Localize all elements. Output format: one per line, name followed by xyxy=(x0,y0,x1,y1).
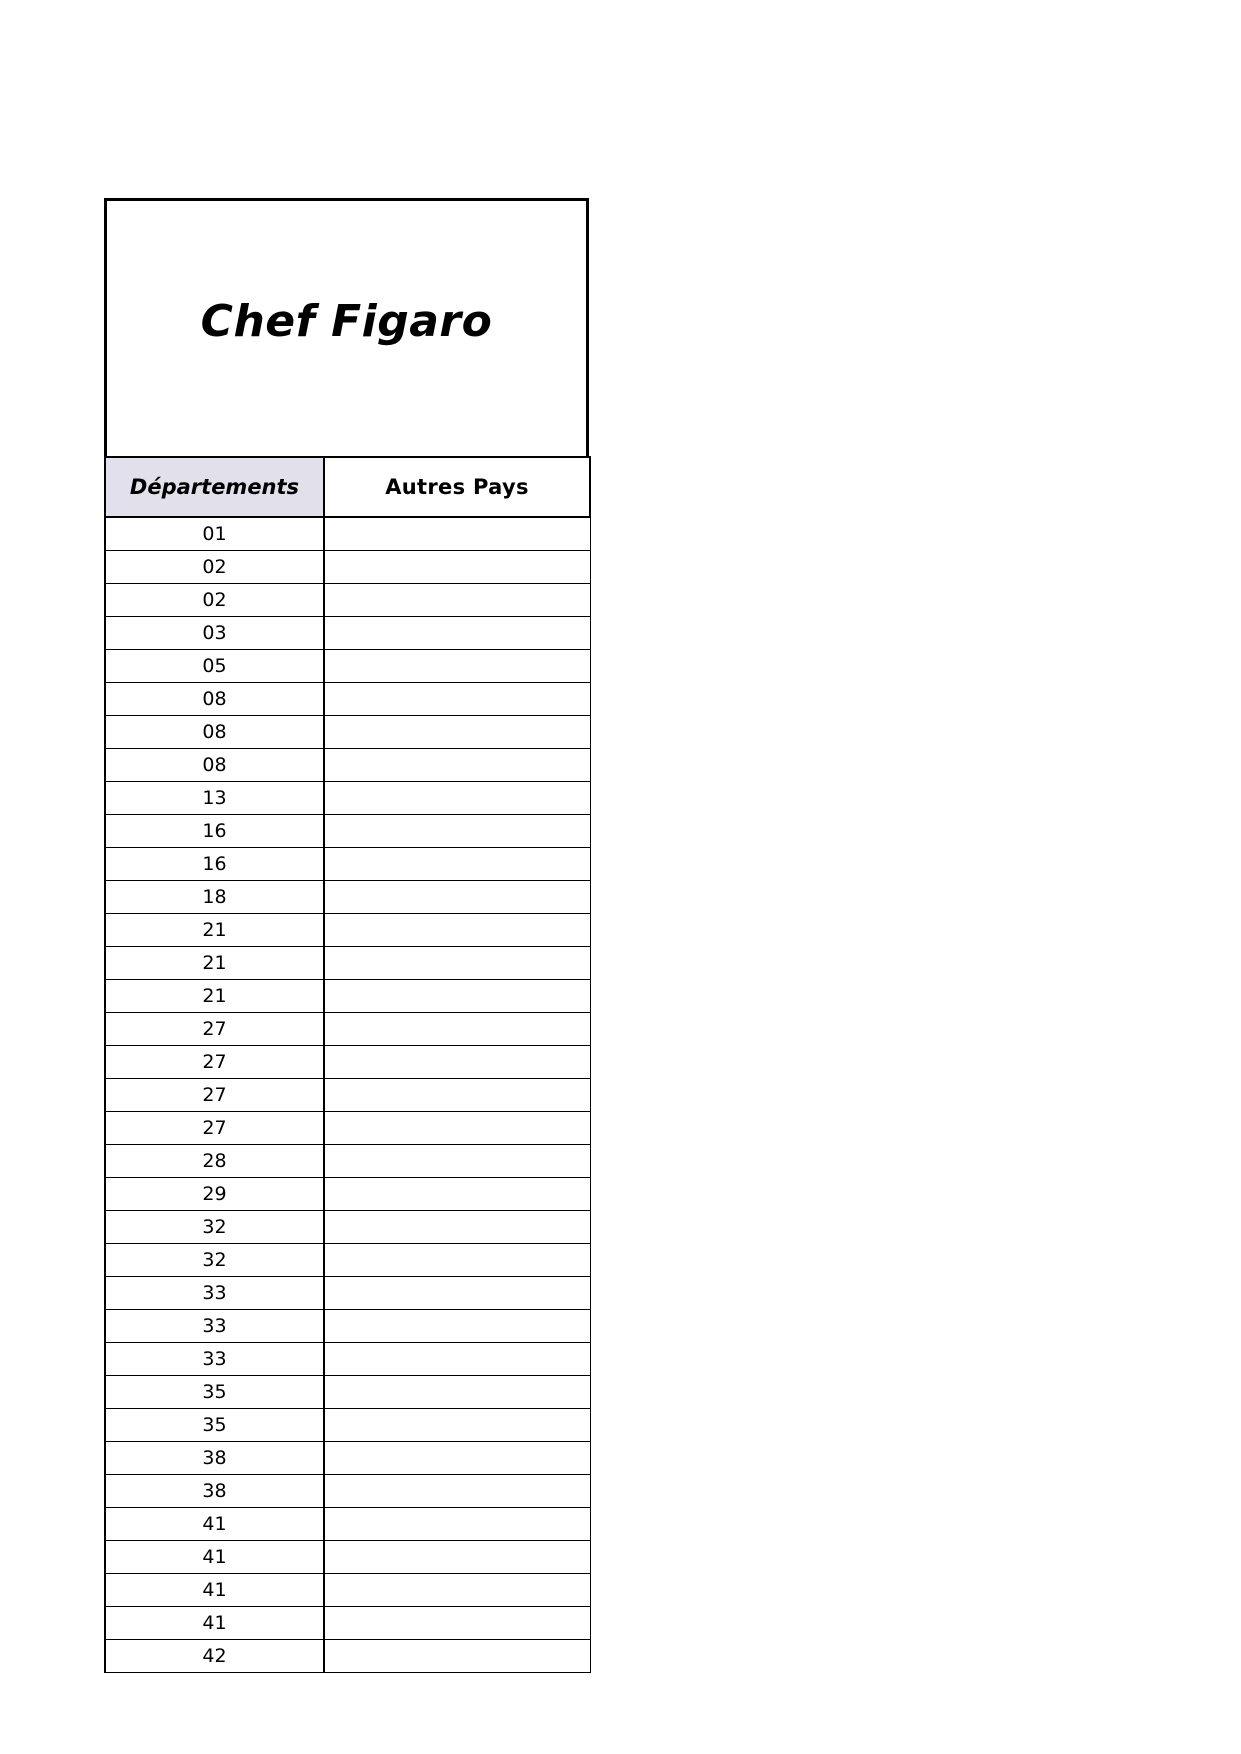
table-row xyxy=(105,1013,590,1046)
table-row xyxy=(105,1442,590,1475)
cell-departements: 16 xyxy=(105,815,324,848)
cell-autres-pays xyxy=(324,1574,590,1607)
document-content-block xyxy=(104,198,589,1673)
table-row xyxy=(105,749,590,782)
table-row xyxy=(105,1277,590,1310)
cell-autres-pays xyxy=(324,517,590,551)
cell-autres-pays xyxy=(324,848,590,881)
cell-departements: 41 xyxy=(105,1508,324,1541)
table-row xyxy=(105,683,590,716)
cell-departements: 21 xyxy=(105,980,324,1013)
table-row xyxy=(105,1046,590,1079)
cell-autres-pays xyxy=(324,1508,590,1541)
table-row xyxy=(105,881,590,914)
cell-autres-pays xyxy=(324,1640,590,1673)
cell-autres-pays xyxy=(324,980,590,1013)
table-row xyxy=(105,815,590,848)
cell-autres-pays xyxy=(324,1475,590,1508)
cell-autres-pays xyxy=(324,551,590,584)
table-row xyxy=(105,617,590,650)
cell-autres-pays xyxy=(324,1376,590,1409)
cell-departements: 05 xyxy=(105,650,324,683)
cell-autres-pays xyxy=(324,617,590,650)
table-body xyxy=(105,517,590,1673)
cell-autres-pays xyxy=(324,1442,590,1475)
cell-autres-pays xyxy=(324,1310,590,1343)
cell-autres-pays xyxy=(324,1244,590,1277)
table-row xyxy=(105,848,590,881)
cell-departements: 21 xyxy=(105,914,324,947)
cell-autres-pays xyxy=(324,1145,590,1178)
table-row xyxy=(105,1607,590,1640)
cell-departements: 08 xyxy=(105,749,324,782)
table-row xyxy=(105,1376,590,1409)
cell-autres-pays xyxy=(324,947,590,980)
table-row xyxy=(105,1508,590,1541)
cell-departements: 03 xyxy=(105,617,324,650)
cell-departements: 42 xyxy=(105,1640,324,1673)
table-row xyxy=(105,782,590,815)
cell-departements: 33 xyxy=(105,1277,324,1310)
cell-autres-pays xyxy=(324,1607,590,1640)
cell-autres-pays xyxy=(324,1178,590,1211)
cell-autres-pays xyxy=(324,782,590,815)
cell-autres-pays xyxy=(324,1079,590,1112)
cell-departements: 35 xyxy=(105,1409,324,1442)
cell-autres-pays xyxy=(324,584,590,617)
cell-departements: 16 xyxy=(105,848,324,881)
table-row xyxy=(105,517,590,551)
table-row xyxy=(105,1244,590,1277)
cell-departements: 02 xyxy=(105,584,324,617)
cell-departements: 32 xyxy=(105,1211,324,1244)
table-row xyxy=(105,980,590,1013)
cell-autres-pays xyxy=(324,683,590,716)
cell-departements: 28 xyxy=(105,1145,324,1178)
column-header-autres-pays: Autres Pays xyxy=(324,457,590,517)
cell-departements: 08 xyxy=(105,716,324,749)
table-row xyxy=(105,1475,590,1508)
cell-autres-pays xyxy=(324,815,590,848)
table-row xyxy=(105,1079,590,1112)
cell-departements: 27 xyxy=(105,1013,324,1046)
cell-departements: 35 xyxy=(105,1376,324,1409)
table-row xyxy=(105,1310,590,1343)
table-row xyxy=(105,1211,590,1244)
cell-autres-pays xyxy=(324,650,590,683)
table-row xyxy=(105,1178,590,1211)
cell-autres-pays xyxy=(324,1541,590,1574)
cell-departements: 33 xyxy=(105,1310,324,1343)
cell-autres-pays xyxy=(324,914,590,947)
table-row xyxy=(105,650,590,683)
cell-departements: 01 xyxy=(105,517,324,551)
cell-departements: 33 xyxy=(105,1343,324,1376)
cell-departements: 38 xyxy=(105,1475,324,1508)
cell-autres-pays xyxy=(324,1211,590,1244)
cell-departements: 13 xyxy=(105,782,324,815)
table-header-row xyxy=(105,457,590,517)
table-row xyxy=(105,1574,590,1607)
cell-departements: 38 xyxy=(105,1442,324,1475)
table-row xyxy=(105,1112,590,1145)
table-row xyxy=(105,551,590,584)
cell-departements: 27 xyxy=(105,1112,324,1145)
cell-departements: 32 xyxy=(105,1244,324,1277)
cell-departements: 21 xyxy=(105,947,324,980)
cell-departements: 29 xyxy=(105,1178,324,1211)
table-row xyxy=(105,1343,590,1376)
table-row xyxy=(105,1145,590,1178)
cell-departements: 41 xyxy=(105,1541,324,1574)
cell-autres-pays xyxy=(324,1013,590,1046)
cell-departements: 41 xyxy=(105,1607,324,1640)
cell-autres-pays xyxy=(324,1277,590,1310)
departments-table xyxy=(104,456,591,1673)
table-row xyxy=(105,716,590,749)
cell-autres-pays xyxy=(324,749,590,782)
cell-departements: 18 xyxy=(105,881,324,914)
table-row xyxy=(105,1409,590,1442)
table-row xyxy=(105,1640,590,1673)
table-row xyxy=(105,947,590,980)
cell-autres-pays xyxy=(324,1112,590,1145)
title-box xyxy=(104,198,589,456)
table-row xyxy=(105,584,590,617)
cell-departements: 27 xyxy=(105,1046,324,1079)
cell-departements: 41 xyxy=(105,1574,324,1607)
cell-autres-pays xyxy=(324,1343,590,1376)
cell-autres-pays xyxy=(324,1409,590,1442)
cell-departements: 02 xyxy=(105,551,324,584)
cell-autres-pays xyxy=(324,881,590,914)
cell-departements: 08 xyxy=(105,683,324,716)
cell-autres-pays xyxy=(324,716,590,749)
cell-autres-pays xyxy=(324,1046,590,1079)
cell-departements: 27 xyxy=(105,1079,324,1112)
column-header-departements: Départements xyxy=(105,457,324,517)
table-row xyxy=(105,1541,590,1574)
table-row xyxy=(105,914,590,947)
page-title: Chef Figaro xyxy=(200,296,493,347)
